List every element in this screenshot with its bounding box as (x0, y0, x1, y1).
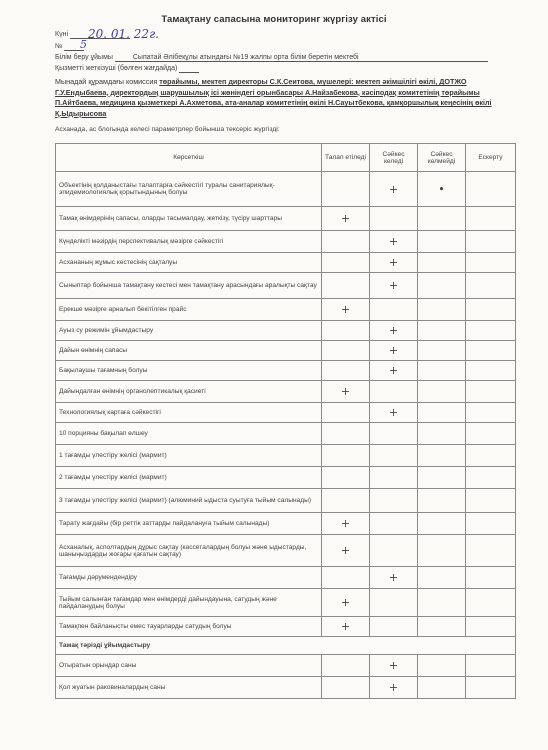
column-header: Талап етіледі (322, 144, 370, 172)
note-cell (466, 617, 516, 637)
noncompliant-mark: • (418, 172, 466, 207)
note-cell (466, 403, 516, 423)
required-mark (322, 467, 370, 489)
compliant-mark: + (370, 677, 418, 699)
noncompliant-mark (418, 489, 466, 513)
required-mark (322, 655, 370, 677)
noncompliant-mark (418, 423, 466, 445)
date-value: 20. 01. 22г. (88, 27, 159, 41)
row-label: 10 порцияны бақылап өлшеу (56, 423, 322, 445)
note-cell (466, 567, 516, 589)
table-row (56, 513, 516, 535)
compliant-mark: + (370, 321, 418, 341)
note-cell (466, 589, 516, 617)
commission-intro: Мынадай құрамдағы комиссия (55, 77, 158, 86)
note-cell (466, 299, 516, 321)
noncompliant-mark (418, 677, 466, 699)
table-row (56, 321, 516, 341)
table-row (56, 253, 516, 273)
row-label: Объектінің қолданыстағы талаптарға сәйкестігі туралы санитариялық-эпидемиологиялық қорытындының болуы (56, 172, 322, 207)
compliant-mark (370, 381, 418, 403)
row-label: Тарату жағдайы (бір реттік заттарды пайдалануға тыйым салынады) (56, 513, 322, 535)
note-cell (466, 341, 516, 361)
column-header: Ескерту (466, 144, 516, 172)
noncompliant-mark (418, 403, 466, 423)
compliant-mark (370, 535, 418, 567)
note-cell (466, 231, 516, 253)
number-value: 5 (80, 38, 87, 51)
note-cell (466, 655, 516, 677)
required-mark: + (322, 617, 370, 637)
table-row (56, 341, 516, 361)
note-cell (466, 381, 516, 403)
table-row (56, 231, 516, 253)
note-cell (466, 513, 516, 535)
compliant-mark: + (370, 361, 418, 381)
noncompliant-mark (418, 361, 466, 381)
row-label: 2 тағамды үлестіру желісі (мармит) (56, 467, 322, 489)
noncompliant-mark (418, 341, 466, 361)
row-label: Қол жуатын раковиналардың саны (56, 677, 322, 699)
row-label: Тыйым салынған тағамдар мен өнімдерді дайындауына, сатудың және пайдаланудың болуы (56, 589, 322, 617)
noncompliant-mark (418, 321, 466, 341)
noncompliant-mark (418, 535, 466, 567)
note-cell (466, 535, 516, 567)
table-row (56, 467, 516, 489)
compliant-mark (370, 513, 418, 535)
row-label: Сыныптар бойынша тамақтану кестесі мен тамақтану арасындағы аралықты сақтау (56, 273, 322, 299)
required-mark (322, 423, 370, 445)
row-label: Технологиялық картаға сәйкестігі (56, 403, 322, 423)
education-label: Білім беру ұйымы (55, 54, 113, 61)
row-label: Ерекше мәзірге арналып бекітілген прайс (56, 299, 322, 321)
note-cell (466, 207, 516, 231)
noncompliant-mark (418, 273, 466, 299)
noncompliant-mark (418, 513, 466, 535)
table-header-row (56, 144, 516, 172)
required-mark (322, 341, 370, 361)
required-mark (322, 445, 370, 467)
required-mark: + (322, 207, 370, 231)
table-row (56, 445, 516, 467)
required-mark: + (322, 535, 370, 567)
compliant-mark (370, 489, 418, 513)
compliant-mark (370, 445, 418, 467)
row-label: Дайындалған өнімнің органолептикалық қасиеті (56, 381, 322, 403)
row-label: Тамақпен байланысты емес тауарларды сатудың болуы (56, 617, 322, 637)
row-label: Тамақ өнімдерінің сапасы, оларды тасымалдау, жеткізу, түсіру шарттары (56, 207, 322, 231)
note-cell (466, 321, 516, 341)
noncompliant-mark (418, 467, 466, 489)
compliant-mark (370, 589, 418, 617)
supplier-row (55, 65, 199, 73)
table-row (56, 381, 516, 403)
note-cell (466, 273, 516, 299)
compliant-mark: + (370, 273, 418, 299)
compliant-mark: + (370, 403, 418, 423)
compliant-mark: + (370, 253, 418, 273)
table-row (56, 567, 516, 589)
noncompliant-mark (418, 567, 466, 589)
table-row (56, 655, 516, 677)
document-title: Тамақтану сапасына мониторинг жүргізу актісі (161, 14, 387, 25)
note-cell (466, 253, 516, 273)
table-row (56, 403, 516, 423)
noncompliant-mark (418, 655, 466, 677)
table-row (56, 489, 516, 513)
table-row (56, 273, 516, 299)
commission-block (55, 77, 510, 119)
row-label: 3 тағамды үлестіру желісі (мармит) (алюминий ыдыста суытуға тыйым салынады) (56, 489, 322, 513)
supplier-label: Қызметті жеткізуші (бөлген жағдайда) (55, 65, 178, 72)
noncompliant-mark (418, 445, 466, 467)
row-label: Тағамды дәрумендендіру (56, 567, 322, 589)
compliant-mark (370, 617, 418, 637)
noncompliant-mark (418, 253, 466, 273)
section-header-row (56, 637, 516, 655)
column-header: Сәйкес келмейді (418, 144, 466, 172)
row-label: Дайын өнімнің сапасы (56, 341, 322, 361)
compliant-mark (370, 423, 418, 445)
row-label: 1 тағамды үлестіру желісі (мармит) (56, 445, 322, 467)
table-row (56, 361, 516, 381)
table-row (56, 677, 516, 699)
table-row (56, 617, 516, 637)
compliant-mark (370, 207, 418, 231)
number-label: № (55, 43, 63, 50)
noncompliant-mark (418, 617, 466, 637)
table-row (56, 172, 516, 207)
required-mark (322, 231, 370, 253)
compliant-mark: + (370, 231, 418, 253)
table-row (56, 535, 516, 567)
note-cell (466, 445, 516, 467)
row-label: Күнделікті мәзірдің перспективалық мәзірге сәйкестігі (56, 231, 322, 253)
noncompliant-mark (418, 231, 466, 253)
noncompliant-mark (418, 381, 466, 403)
column-header: Көрсеткіш (56, 144, 322, 172)
required-mark (322, 403, 370, 423)
table-row (56, 589, 516, 617)
noncompliant-mark (418, 207, 466, 231)
note-cell (466, 172, 516, 207)
required-mark: + (322, 381, 370, 403)
row-label: Асханалық, асполтардың дұрыс сақтау (кассеталардың болуы және ыдыстарды, шаныңыздарды жоғары қағатын сақтау) (56, 535, 322, 567)
required-mark: + (322, 589, 370, 617)
compliant-mark: + (370, 655, 418, 677)
noncompliant-mark (418, 589, 466, 617)
required-mark (322, 677, 370, 699)
required-mark (322, 489, 370, 513)
compliant-mark: + (370, 172, 418, 207)
row-label: Асхананың жұмыс кестесінің сақталуы (56, 253, 322, 273)
required-mark (322, 361, 370, 381)
education-row (55, 54, 488, 62)
required-mark (322, 567, 370, 589)
row-label: Ауыз су режимін ұйымдастыру (56, 321, 322, 341)
table-row (56, 207, 516, 231)
commission-members: төрайымы, мектеп директоры С.К.Сеитова, мүшелері: мектеп әкімшілігі өкілі, ДОТЖО Г.У.Ендыбаева, директордың шаруашылық ісі жөніндегі орынбасары А.Найзабекова, кәсіподақ комитетінің төрайымы П.Айтбаева, медицина қызметкері А.Ахметова, ата-аналар комитетінің өкілі Н.Сауытбекова, қамқоршылық кеңесінің өкілі Қ.Ыдырысова (55, 77, 492, 118)
required-mark (322, 172, 370, 207)
section-title: Тамақ тәрізді ұйымдастыру (56, 637, 516, 655)
note-cell (466, 423, 516, 445)
required-mark: + (322, 513, 370, 535)
compliant-mark: + (370, 567, 418, 589)
required-mark (322, 253, 370, 273)
note-cell (466, 677, 516, 699)
required-mark (322, 273, 370, 299)
note-cell (466, 489, 516, 513)
row-label: Отыратын орындар саны (56, 655, 322, 677)
compliant-mark: + (370, 341, 418, 361)
column-header: Сәйкес келеді (370, 144, 418, 172)
required-mark: + (322, 299, 370, 321)
table-row (56, 423, 516, 445)
noncompliant-mark (418, 299, 466, 321)
required-mark (322, 321, 370, 341)
row-label: Бақылаушы тағамның болуы (56, 361, 322, 381)
compliant-mark (370, 467, 418, 489)
monitoring-table (55, 143, 516, 699)
inspection-note: Асханада, ас блогында келесі параметрлер бойынша тексеріс жүргізді: (55, 126, 280, 133)
date-label: Күні (55, 31, 68, 38)
note-cell (466, 361, 516, 381)
education-value: Сыпатай Әлібекұлы атындағы №19 жалпы орта білім беретін мектебі (115, 54, 488, 62)
table-row (56, 299, 516, 321)
note-cell (466, 467, 516, 489)
compliant-mark (370, 299, 418, 321)
